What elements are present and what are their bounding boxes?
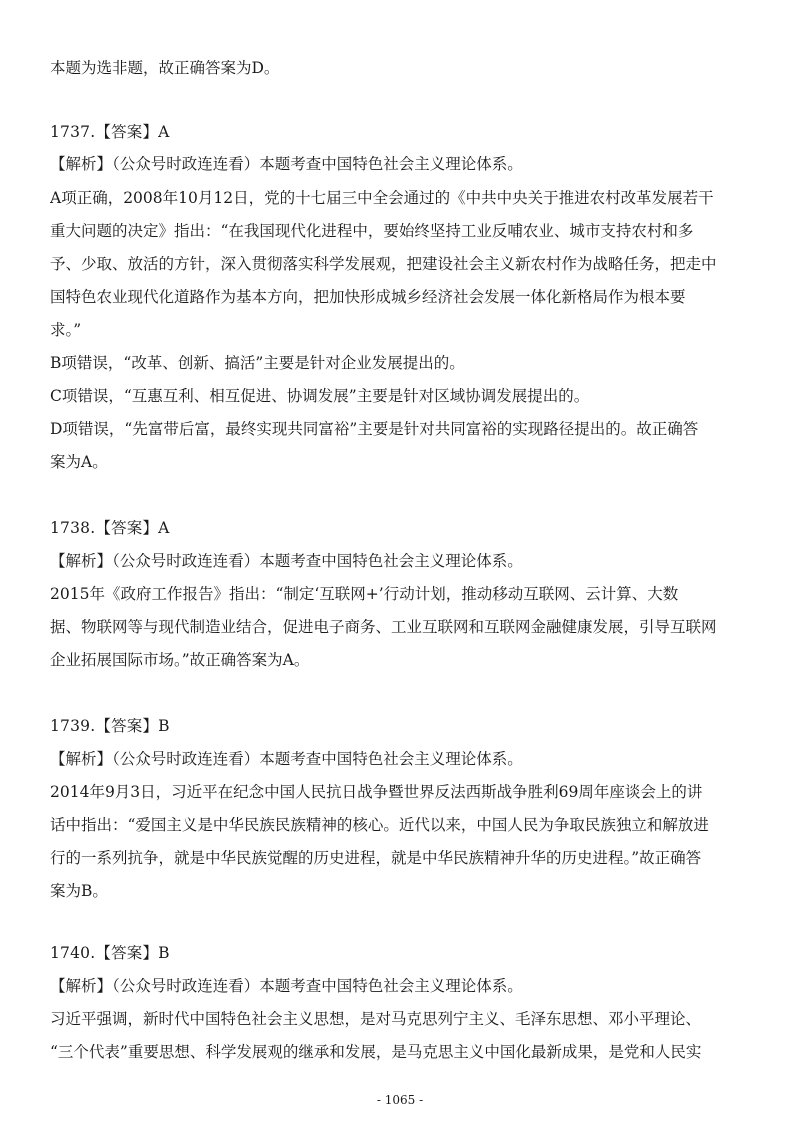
analysis-line: 2014年9月3日，习近平在纪念中国人民抗日战争暨世界反法西斯战争胜利69周年座谈会上的讲 (50, 783, 703, 801)
intro-line: 本题为选非题，故正确答案为D。 (50, 59, 280, 77)
analysis-line: D项错误，“先富带后富，最终实现共同富裕”主要是针对共同富裕的实现路径提出的。故正确答 (50, 420, 699, 438)
analysis-line: 2015年《政府工作报告》指出：“制定‘互联网+’行动计划，推动移动互联网、云计算、大数 (50, 585, 679, 603)
analysis-line: 【解析】（公众号时政连连看）本题考查中国特色社会主义理论体系。 (50, 977, 523, 995)
analysis-line: 【解析】（公众号时政连连看）本题考查中国特色社会主义理论体系。 (50, 552, 523, 570)
analysis-line: 【解析】（公众号时政连连看）本题考查中国特色社会主义理论体系。 (50, 750, 523, 768)
analysis-line: 习近平强调，新时代中国特色社会主义思想，是对马克思列宁主义、毛泽东思想、邓小平理论、 (50, 1010, 702, 1028)
answer-heading: 1738.【答案】A (50, 519, 170, 537)
answer-heading: 1737.【答案】A (50, 123, 170, 141)
analysis-line: 行的一系列抗争，就是中华民族觉醒的历史进程，就是中华民族精神升华的历史进程。”故正确答 (50, 849, 702, 867)
analysis-line: C项错误，“互惠互利、相互促进、协调发展”主要是针对区域协调发展提出的。 (50, 387, 590, 405)
analysis-line: 予、少取、放活的方针，深入贯彻落实科学发展观，把建设社会主义新农村作为战略任务，把走中 (50, 255, 717, 273)
analysis-line: A项正确，2008年10月12日，党的十七届三中全会通过的《中共中央关于推进农村改革发展若干 (50, 189, 714, 207)
analysis-line: 【解析】（公众号时政连连看）本题考查中国特色社会主义理论体系。 (50, 155, 523, 173)
analysis-line: 企业拓展国际市场。”故正确答案为A。 (50, 651, 310, 669)
analysis-line: 求。” (50, 321, 82, 339)
analysis-line: 话中指出：“爱国主义是中华民族民族精神的核心。近代以来，中国人民为争取民族独立和解放进 (50, 816, 709, 834)
analysis-line: 案为B。 (50, 882, 108, 900)
analysis-line: 重大问题的决定》指出：“在我国现代化进程中，要始终坚持工业反哺农业、城市支持农村和多 (50, 222, 694, 240)
analysis-line: 案为A。 (50, 453, 108, 471)
analysis-line: B项错误，“改革、创新、搞活”主要是针对企业发展提出的。 (50, 354, 465, 372)
answer-heading: 1740.【答案】B (50, 944, 170, 962)
analysis-line: “三个代表”重要思想、科学发展观的继承和发展，是马克思主义中国化最新成果，是党和人民实 (50, 1043, 702, 1061)
answer-heading: 1739.【答案】B (50, 717, 170, 735)
page-number: - 1065 - (376, 1093, 424, 1107)
analysis-line: 国特色农业现代化道路作为基本方向，把加快形成城乡经济社会发展一体化新格局作为根本要 (50, 288, 686, 306)
analysis-line: 据、物联网等与现代制造业结合，促进电子商务、工业互联网和互联网金融健康发展，引导互联网 (50, 618, 717, 636)
